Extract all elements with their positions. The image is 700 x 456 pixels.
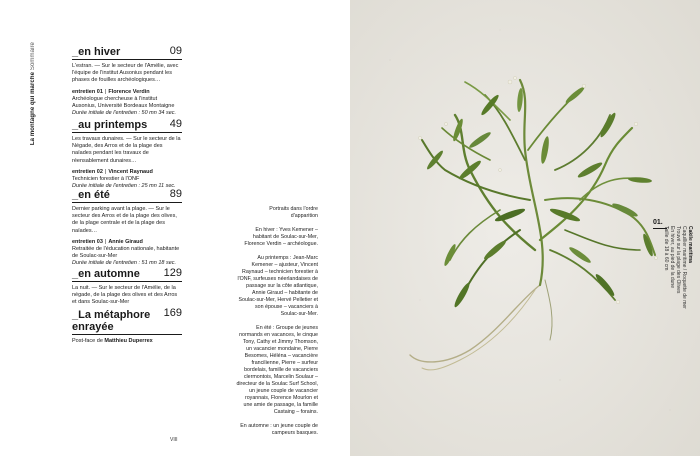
toc-entry-title: _en hiver (72, 46, 121, 58)
toc-entry-title: _La métaphore enrayée (72, 309, 151, 333)
toc-entry-description: Les travaux dunaires. — Sur le secteur de la Négade, des Arros et de la plage des naïades pendant les travaux de réensablement dunaires… (72, 136, 181, 164)
postface-line (72, 338, 182, 345)
toc-entry-autumn[interactable] (72, 266, 182, 307)
toc-entry-header (72, 44, 182, 60)
postface-label: Post-face de (72, 338, 103, 344)
toc-entry-summer[interactable] (72, 187, 182, 268)
portrait-credits (236, 206, 318, 444)
interview-number: entretien 01 (72, 88, 103, 95)
caption-line: Taille de 18 à 60 cm (663, 226, 669, 271)
interview-number: entretien 03 (72, 238, 103, 245)
plant-specimen-photo (350, 0, 700, 456)
interviewee-role: Retraitée de l'éducation nationale, habitante de Soulac-sur-Mer (72, 246, 180, 260)
page-number: VIII (170, 437, 178, 443)
right-page (350, 0, 700, 456)
toc-entry-header (72, 306, 182, 335)
postface-author: Matthieu Duperrex (104, 338, 153, 344)
specimen-caption (663, 226, 693, 309)
credits-summer: En été : Groupe de jeunes normands en vacances, le cinque Tony, Cathy et Jimmy Thomson, un vacancier mondaine, Pierre Besomes, Héléna – vacancière francilienne, Pierre – surfeur bordelais, famille de vacanciers clermontois, Marcelin Soulaur – directeur de la Soulac Surf School, un jeune couple de vacancier royannais, Florence Mourlon et une amie de passage, la famille Castaing – forains. (236, 325, 318, 415)
caption-number: 01. (653, 219, 663, 226)
toc-entry-postface[interactable] (72, 306, 182, 345)
toc-entry-description: La nuit. — Sur le secteur de l'Amélie, de la négade, de la plage des olives et des Arros et dans Soulac-sur-Mer (72, 285, 178, 306)
caption-line: Trouvé sur la plage des Olives (675, 226, 681, 294)
interview-line: entretien 03 | Annie Giraud (72, 238, 143, 245)
toc-entry-title: _en automne (72, 268, 140, 280)
credits-winter: En hiver : Yves Kemener – habitant de Soulac-sur-Mer, Florence Verdin – archéologue. (244, 227, 318, 247)
toc-entry-description: Dernier parking avant la plage. — Sur le secteur des Arros et de la plage des olives, de la plage centrale et de la plage des naïades… (72, 206, 177, 234)
interviewee-name: Florence Verdin (108, 88, 150, 95)
caption-title: Cakile maritima (687, 226, 693, 263)
vertical-running-title (30, 42, 37, 145)
caption-line: Caquillier maritime / Roquette de mer (681, 226, 687, 309)
toc-entry-header (72, 266, 182, 282)
section-label: Sommaire (30, 42, 36, 71)
interview-number: entretien 02 (72, 168, 103, 175)
toc-entry-page: 49 (169, 118, 182, 130)
toc-entry-header (72, 117, 182, 133)
toc-entry-page: 129 (163, 267, 182, 279)
toc-entry-title: _au printemps (72, 119, 148, 131)
interview-line: entretien 01 | Florence Verdin (72, 88, 150, 95)
toc-entry-page: 89 (169, 188, 182, 200)
interviewee-role: Archéologue chercheuse à l'institut Ausonius, Université Bordeaux Montaigne (72, 95, 175, 110)
interview-duration: Durée initiale de l'entretien : 50 mn 34 sec. (72, 110, 177, 117)
credits-heading: Portraits dans l'ordre d'apparition (269, 206, 318, 219)
credits-spring: Au printemps : Jean-Marc Kemener – ajusteur, Vincent Raynaud – technicien forestier à l'ONF, surfeuses néerlandaises de passage sur la côte atlantique, Annie Giraud – habitante de Soulac-sur-Mer, Hervé Pelletier et son épouse – vacanciers à Soulac-sur-Mer. (237, 255, 318, 317)
toc-entry-page: 169 (163, 307, 182, 319)
toc-entry-header (72, 187, 182, 203)
toc-entry-title: _en été (72, 189, 110, 201)
interviewee-name: Annie Giraud (108, 238, 143, 245)
interview-line: entretien 02 | Vincent Raynaud (72, 168, 153, 175)
caption-line: En hiver, au pied de la dune (669, 226, 675, 288)
toc-entry-description: L'estran. — Sur le secteur de l'Amélie, avec l'équipe de l'institut Ausonius pendant les phases de fouilles archéologiques… (72, 63, 179, 84)
toc-entry-spring[interactable] (72, 117, 182, 190)
credits-autumn: En automne : un jeune couple de campeurs basques. (240, 423, 318, 436)
toc-entry-page: 09 (169, 45, 182, 57)
book-title: La montagne qui marche (30, 71, 36, 146)
interview-duration: Durée initiale de l'entretien : 51 mn 18 sec. (72, 260, 177, 267)
interviewee-name: Vincent Raynaud (108, 168, 153, 175)
interview-duration: Durée initiale de l'entretien : 25 mn 11 sec. (72, 183, 176, 190)
interviewee-role: Technicien forestier à l'ONF (72, 176, 140, 183)
toc-entry-winter[interactable] (72, 44, 182, 117)
